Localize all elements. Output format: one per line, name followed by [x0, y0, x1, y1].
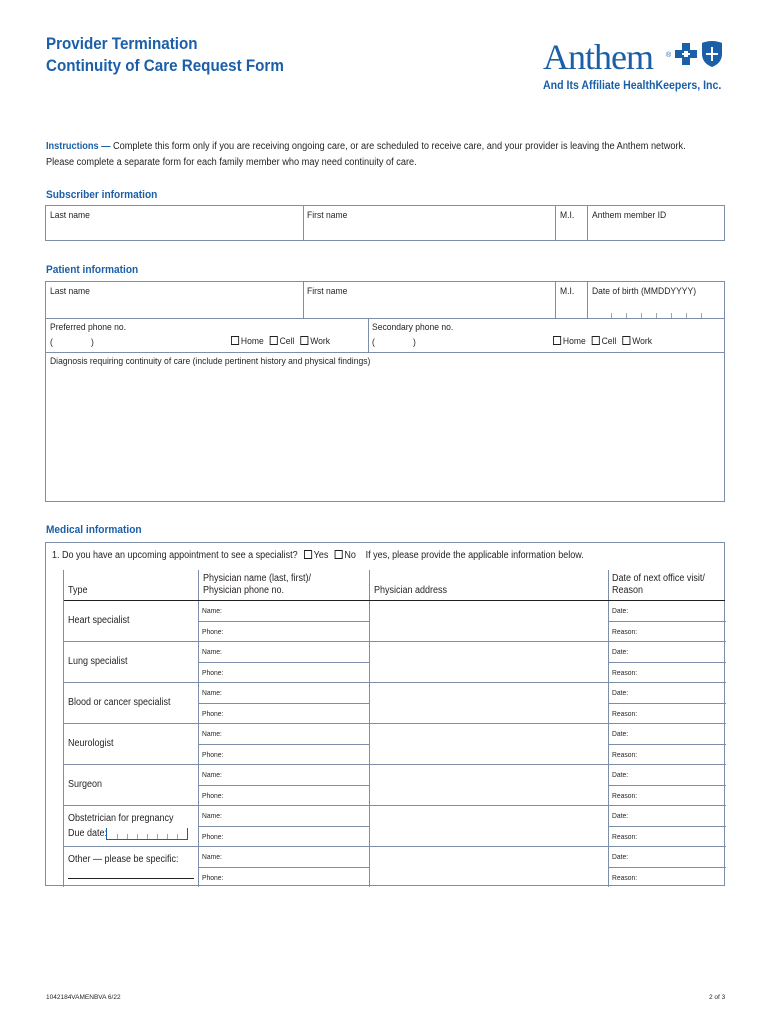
preferred-home-checkbox[interactable]	[231, 336, 239, 345]
subscriber-member-id-field[interactable]: Anthem member ID	[592, 210, 667, 221]
phone-field[interactable]: Phone:	[202, 873, 224, 882]
secondary-work-checkbox[interactable]	[622, 336, 630, 345]
form-title-line1: Provider Termination	[46, 35, 198, 53]
preferred-work-checkbox[interactable]	[300, 336, 308, 345]
form-code: 1042184VAMENBVA 6/22	[46, 994, 121, 1001]
other-specify-field[interactable]	[68, 878, 194, 879]
subscriber-first-name-field[interactable]: First name	[307, 210, 348, 221]
patient-dob-field[interactable]: Date of birth (MMDDYYYY)	[592, 286, 697, 297]
secondary-cell-checkbox[interactable]	[592, 336, 600, 345]
table-row	[64, 642, 726, 683]
reason-field[interactable]: Reason:	[612, 750, 638, 759]
preferred-cell-label: Cell	[279, 336, 295, 347]
secondary-home-label: Home	[562, 336, 586, 347]
phone-field[interactable]: Phone:	[202, 832, 224, 841]
preferred-phone-label: Preferred phone no.	[50, 322, 127, 333]
col-date-header-l2: Reason	[612, 585, 644, 596]
date-field[interactable]: Date:	[612, 811, 629, 820]
subscriber-mi-field[interactable]: M.I.	[560, 210, 575, 221]
followup-text: If yes, please provide the applicable information below.	[365, 550, 584, 561]
specialist-question-text: 1. Do you have an upcoming appointment to see a specialist?	[52, 550, 298, 561]
registered-mark: ®	[666, 52, 672, 59]
specialist-table	[63, 570, 725, 887]
no-checkbox[interactable]	[334, 550, 342, 559]
table-row	[64, 683, 726, 724]
blue-cross-icon	[674, 42, 698, 66]
reason-field[interactable]: Reason:	[612, 709, 638, 718]
name-field[interactable]: Name:	[202, 688, 222, 697]
reason-field[interactable]: Reason:	[612, 627, 638, 636]
diagnosis-field[interactable]: Diagnosis requiring continuity of care (include pertinent history and physical findings)	[50, 356, 371, 367]
row-type-label: Obstetrician for pregnancy	[68, 813, 174, 824]
blue-shield-icon	[700, 40, 724, 68]
phone-field[interactable]: Phone:	[202, 627, 224, 636]
secondary-home-checkbox[interactable]	[553, 336, 561, 345]
instructions-line1: Complete this form only if you are receiving ongoing care, or are scheduled to receive care, and your provider is leaving the Anthem network.	[110, 141, 686, 152]
preferred-work-label: Work	[310, 336, 330, 347]
name-field[interactable]: Name:	[202, 729, 222, 738]
phone-field[interactable]: Phone:	[202, 791, 224, 800]
row-type-label: Blood or cancer specialist	[68, 697, 171, 708]
preferred-phone-types	[231, 336, 330, 347]
subscriber-last-name-field[interactable]: Last name	[50, 210, 90, 221]
date-field[interactable]: Date:	[612, 606, 629, 615]
col-address-header: Physician address	[374, 585, 448, 596]
row-type-label: Other — please be specific:	[68, 854, 179, 865]
no-label: No	[344, 550, 356, 561]
yes-label: Yes	[313, 550, 329, 561]
date-field[interactable]: Date:	[612, 852, 629, 861]
preferred-phone-close-paren: )	[91, 337, 94, 348]
affiliate-text: And Its Affiliate HealthKeepers, Inc.	[543, 80, 722, 92]
secondary-phone-open-paren: (	[372, 337, 375, 348]
secondary-cell-label: Cell	[601, 336, 617, 347]
name-field[interactable]: Name:	[202, 852, 222, 861]
table-row	[64, 765, 726, 806]
phone-field[interactable]: Phone:	[202, 709, 224, 718]
date-field[interactable]: Date:	[612, 729, 629, 738]
table-row	[64, 601, 726, 642]
row-type-label: Lung specialist	[68, 656, 128, 667]
subscriber-heading: Subscriber information	[46, 189, 158, 201]
due-date-label: Due date:	[68, 828, 108, 839]
medical-heading: Medical information	[46, 524, 142, 536]
table-row	[64, 724, 726, 765]
secondary-phone-close-paren: )	[413, 337, 416, 348]
reason-field[interactable]: Reason:	[612, 791, 638, 800]
secondary-phone-label: Secondary phone no.	[372, 322, 454, 333]
phone-field[interactable]: Phone:	[202, 750, 224, 759]
table-row	[64, 847, 726, 887]
anthem-logo-text: Anthem	[543, 37, 653, 77]
date-field[interactable]: Date:	[612, 770, 629, 779]
instructions-lead: Instructions —	[46, 141, 111, 152]
page-number: 2 of 3	[709, 994, 726, 1001]
patient-box	[45, 281, 725, 502]
row-type-label: Neurologist	[68, 738, 114, 749]
reason-field[interactable]: Reason:	[612, 873, 638, 882]
preferred-cell-checkbox[interactable]	[270, 336, 278, 345]
form-title	[46, 33, 284, 77]
name-field[interactable]: Name:	[202, 647, 222, 656]
name-field[interactable]: Name:	[202, 770, 222, 779]
form-title-line2: Continuity of Care Request Form	[46, 57, 284, 75]
subscriber-box	[45, 205, 725, 241]
table-row	[64, 806, 726, 847]
name-field[interactable]: Name:	[202, 811, 222, 820]
preferred-home-label: Home	[240, 336, 264, 347]
name-field[interactable]: Name:	[202, 606, 222, 615]
secondary-work-label: Work	[632, 336, 652, 347]
preferred-phone-open-paren: (	[50, 337, 53, 348]
col-type-header: Type	[68, 585, 88, 596]
row-type-label: Surgeon	[68, 779, 103, 790]
patient-heading: Patient information	[46, 264, 139, 276]
reason-field[interactable]: Reason:	[612, 668, 638, 677]
date-field[interactable]: Date:	[612, 647, 629, 656]
yes-checkbox[interactable]	[304, 550, 312, 559]
patient-last-name-field[interactable]: Last name	[50, 286, 90, 297]
patient-mi-field[interactable]: M.I.	[560, 286, 575, 297]
due-date-field[interactable]	[106, 828, 188, 840]
col-physician-header-l2: Physician phone no.	[203, 585, 285, 596]
instructions-line2: Please complete a separate form for each family member who may need continuity of care.	[46, 157, 417, 168]
specialist-question	[52, 550, 584, 561]
col-date-header-l1: Date of next office visit/	[612, 573, 705, 584]
date-field[interactable]: Date:	[612, 688, 629, 697]
col-physician-header-l1: Physician name (last, first)/	[203, 573, 312, 584]
secondary-phone-types	[553, 336, 652, 347]
row-type-label: Heart specialist	[68, 615, 130, 626]
medical-box	[45, 542, 725, 886]
patient-first-name-field[interactable]: First name	[307, 286, 348, 297]
instructions	[46, 139, 686, 171]
phone-field[interactable]: Phone:	[202, 668, 224, 677]
reason-field[interactable]: Reason:	[612, 832, 638, 841]
